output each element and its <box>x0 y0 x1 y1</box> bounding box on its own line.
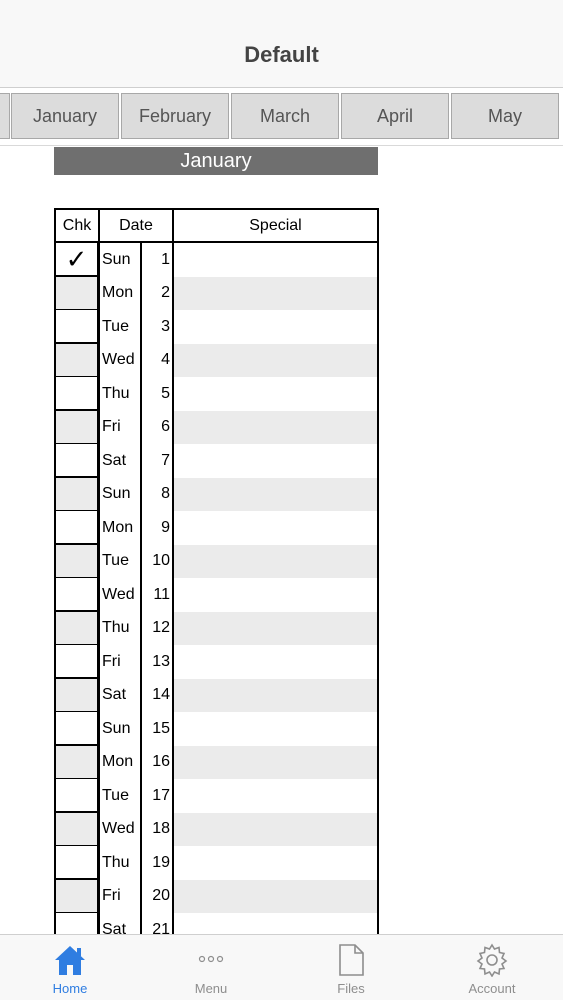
row-checkbox[interactable] <box>56 880 99 914</box>
row-date-number: 5 <box>161 384 170 402</box>
row-weekday: Sat <box>102 451 127 469</box>
tab-files[interactable] <box>281 935 421 1000</box>
column-header-special: Special <box>249 216 302 234</box>
row-date-number: 8 <box>161 485 170 502</box>
row-special-cell[interactable] <box>174 411 377 445</box>
table-row[interactable] <box>56 645 377 679</box>
row-weekday: Sat <box>102 686 127 703</box>
row-special-cell[interactable] <box>174 511 377 545</box>
row-date-number: 20 <box>152 887 170 904</box>
more-icon <box>193 943 229 977</box>
row-checkbox[interactable] <box>56 679 99 713</box>
row-checkbox[interactable] <box>56 478 99 512</box>
table-header <box>56 210 377 243</box>
row-date-number: 9 <box>161 518 170 536</box>
row-checkbox[interactable] <box>56 243 99 277</box>
row-checkbox[interactable] <box>56 411 99 445</box>
row-special-cell[interactable] <box>174 712 377 746</box>
row-date-number: 17 <box>152 786 170 804</box>
row-weekday: Sat <box>102 920 127 934</box>
table-row[interactable] <box>56 444 377 478</box>
row-weekday: Wed <box>102 351 135 368</box>
row-checkbox[interactable] <box>56 578 99 612</box>
row-special-cell[interactable] <box>174 444 377 478</box>
row-weekday: Tue <box>102 552 129 569</box>
column-header-date: Date <box>119 216 153 234</box>
month-tab-march[interactable]: March <box>231 93 339 139</box>
row-weekday: Wed <box>102 585 135 603</box>
row-date-number: 14 <box>152 686 170 703</box>
calendar-table <box>54 208 379 934</box>
row-weekday: Thu <box>102 853 130 871</box>
navigation-bar <box>0 0 563 88</box>
row-weekday: Sun <box>102 719 131 737</box>
row-weekday: Fri <box>102 887 121 904</box>
row-checkbox[interactable] <box>56 846 99 880</box>
row-date-number: 2 <box>161 284 170 301</box>
table-row[interactable] <box>56 679 377 713</box>
month-tab-april[interactable]: April <box>341 93 449 139</box>
table-row[interactable] <box>56 243 377 277</box>
month-tab-partial[interactable] <box>0 93 10 139</box>
row-date-number: 12 <box>152 619 170 636</box>
table-body <box>56 243 377 934</box>
row-special-cell[interactable] <box>174 746 377 780</box>
table-row[interactable] <box>56 478 377 512</box>
row-special-cell[interactable] <box>174 846 377 880</box>
row-weekday: Sun <box>102 250 131 268</box>
row-date-number: 13 <box>152 652 170 670</box>
row-date-number: 11 <box>153 585 170 603</box>
month-heading: January <box>54 147 378 175</box>
row-special-cell[interactable] <box>174 578 377 612</box>
row-date-number: 4 <box>161 351 170 368</box>
row-weekday: Wed <box>102 820 135 837</box>
tab-label-files: Files <box>337 981 365 996</box>
row-special-cell[interactable] <box>174 612 377 646</box>
row-checkbox[interactable] <box>56 310 99 344</box>
row-special-cell[interactable] <box>174 880 377 914</box>
tab-menu[interactable] <box>141 935 281 1000</box>
table-row[interactable] <box>56 846 377 880</box>
row-special-cell[interactable] <box>174 243 377 277</box>
table-row[interactable] <box>56 578 377 612</box>
row-special-cell[interactable] <box>174 779 377 813</box>
month-selector[interactable] <box>0 88 563 146</box>
row-checkbox[interactable] <box>56 511 99 545</box>
row-checkbox[interactable] <box>56 344 99 378</box>
row-checkbox[interactable] <box>56 913 99 934</box>
month-tab-may[interactable]: May <box>451 93 559 139</box>
row-weekday: Mon <box>102 518 134 536</box>
row-special-cell[interactable] <box>174 344 377 378</box>
row-date-number: 1 <box>161 250 170 268</box>
row-date-number: 7 <box>161 451 170 469</box>
tab-bar <box>0 934 563 1000</box>
row-special-cell[interactable] <box>174 545 377 579</box>
row-date-number: 21 <box>152 920 170 934</box>
row-special-cell[interactable] <box>174 913 377 934</box>
checkmark-icon: ✓ <box>65 244 88 274</box>
table-row[interactable] <box>56 511 377 545</box>
gear-icon <box>474 943 510 977</box>
row-checkbox[interactable] <box>56 612 99 646</box>
row-special-cell[interactable] <box>174 377 377 411</box>
tab-label-account: Account <box>468 981 516 996</box>
table-row[interactable] <box>56 913 377 934</box>
row-weekday: Mon <box>102 284 134 301</box>
row-weekday: Tue <box>102 786 129 804</box>
row-checkbox[interactable] <box>56 712 99 746</box>
table-row[interactable] <box>56 746 377 780</box>
row-checkbox[interactable] <box>56 277 99 311</box>
table-row[interactable] <box>56 813 377 847</box>
table-row[interactable] <box>56 880 377 914</box>
row-weekday: Mon <box>102 753 134 770</box>
table-row[interactable] <box>56 712 377 746</box>
row-date-number: 19 <box>152 853 170 871</box>
column-header-chk: Chk <box>62 216 92 234</box>
tab-home[interactable] <box>0 935 140 1000</box>
row-date-number: 10 <box>152 552 170 569</box>
row-checkbox[interactable] <box>56 746 99 780</box>
month-tab-february[interactable]: February <box>121 93 229 139</box>
row-checkbox[interactable] <box>56 545 99 579</box>
row-checkbox[interactable] <box>56 813 99 847</box>
table-row[interactable] <box>56 545 377 579</box>
month-tab-january[interactable]: January <box>11 93 119 139</box>
document-icon <box>333 943 369 977</box>
row-weekday: Tue <box>102 317 129 335</box>
row-weekday: Thu <box>102 384 130 402</box>
home-icon <box>52 943 88 977</box>
tab-label-home: Home <box>52 981 88 996</box>
row-special-cell[interactable] <box>174 277 377 311</box>
tab-label-menu: Menu <box>194 981 228 996</box>
table-row[interactable] <box>56 310 377 344</box>
table-row[interactable] <box>56 277 377 311</box>
row-checkbox[interactable] <box>56 444 99 478</box>
row-checkbox[interactable] <box>56 377 99 411</box>
row-date-number: 6 <box>161 418 170 435</box>
row-special-cell[interactable] <box>174 679 377 713</box>
page-title: Default <box>244 42 319 67</box>
row-checkbox[interactable] <box>56 645 99 679</box>
row-weekday: Sun <box>102 485 131 502</box>
row-weekday: Fri <box>102 652 121 670</box>
row-special-cell[interactable] <box>174 478 377 512</box>
row-date-number: 18 <box>152 820 170 837</box>
table-row[interactable] <box>56 779 377 813</box>
table-row[interactable] <box>56 377 377 411</box>
tab-account[interactable] <box>422 935 562 1000</box>
table-row[interactable] <box>56 344 377 378</box>
row-special-cell[interactable] <box>174 813 377 847</box>
row-date-number: 16 <box>152 753 170 770</box>
table-row[interactable] <box>56 411 377 445</box>
row-weekday: Thu <box>102 619 130 636</box>
row-special-cell[interactable] <box>174 310 377 344</box>
table-row[interactable] <box>56 612 377 646</box>
row-weekday: Fri <box>102 418 121 435</box>
row-special-cell[interactable] <box>174 645 377 679</box>
row-date-number: 15 <box>152 719 170 737</box>
row-date-number: 3 <box>161 317 170 335</box>
row-checkbox[interactable] <box>56 779 99 813</box>
